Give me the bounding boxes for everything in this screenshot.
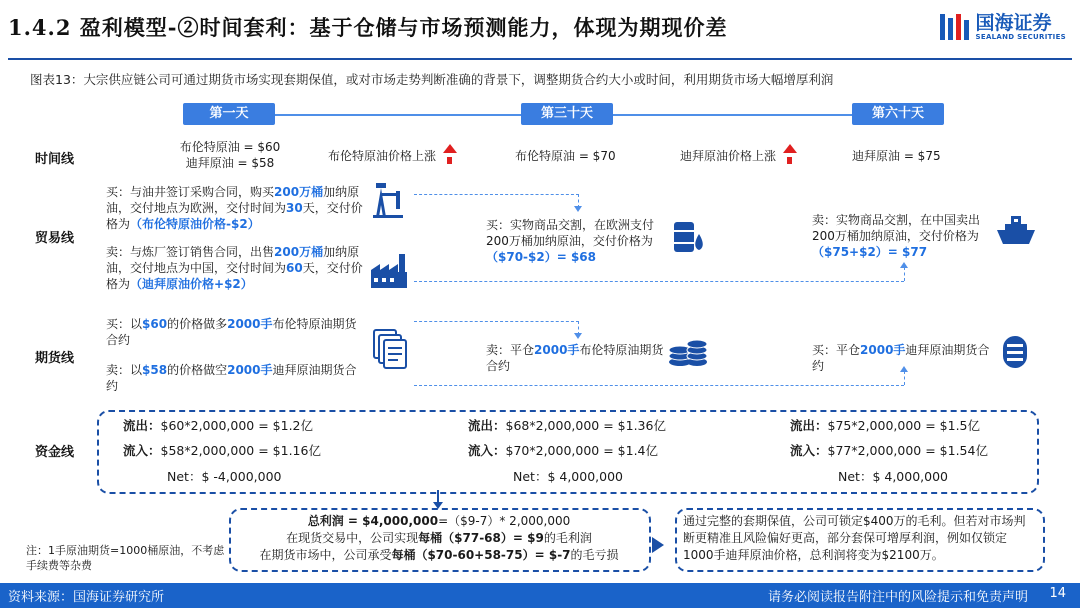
cash-in-day1 (123, 441, 321, 459)
oil-barrel-icon (672, 218, 706, 254)
futures-short-connector (414, 385, 904, 386)
trade-buy-text-3: 天，交付价格为 (106, 201, 363, 231)
cash-out-label: 流出： (123, 418, 161, 433)
dubai-rise-note (680, 148, 797, 164)
phase-day-60: 第六十天 (852, 103, 944, 125)
trade-buy-connector (414, 194, 579, 195)
up-arrow-icon (443, 149, 457, 164)
trade-buy-contract (106, 184, 368, 232)
dubai-rise-label: 迪拜原油价格上涨 (680, 149, 777, 163)
total-profit-text (232, 513, 646, 564)
spot-gain-formula: 每桶（$77-68）= $9 (418, 531, 544, 545)
up-arrow-icon (783, 149, 797, 164)
figure-caption: 图表13：大宗供应链公司可通过期货市场实现套期保值，或对市场走势判断准确的背景下，调整期货合约大小或时间，利用期货市场大幅增厚利润 (30, 72, 834, 87)
row-label-cash: 资金线 (35, 445, 75, 460)
futures-close-short-lots: 2000手 (860, 343, 906, 357)
trade-sell-text-2: 加纳原油，交付地点为中国，交付时间为 (106, 245, 360, 275)
row-label-trade: 贸易线 (35, 231, 75, 246)
cash-net-day30: Net：$ 4,000,000 (513, 469, 623, 484)
trade-buy-volume: 200万桶 (274, 185, 324, 199)
trade-sell-connector (414, 281, 904, 282)
trade-day60-delivery (812, 212, 992, 260)
tanker-ship-icon (997, 214, 1035, 248)
futures-close-long (486, 342, 666, 374)
total-profit-line-3 (232, 547, 646, 564)
connector-arrow-down (574, 206, 582, 212)
cash-out-day30 (468, 416, 666, 434)
trade-buy-text: 买：与油井签订采购合同，购买 (106, 185, 275, 199)
trade-sell-contract (106, 244, 368, 292)
futures-close-long-contract: 布伦特原油期货合约 (486, 343, 664, 373)
futures-short-text-2: 的价格做空 (167, 363, 228, 377)
brent-rise-label: 布伦特原油价格上涨 (328, 149, 437, 163)
timeline-day1-prices (160, 139, 300, 171)
futures-close-short-text: 买：平仓 (812, 343, 861, 357)
conclusion-text: 通过完整的套期保值，公司可锁定$400万的毛利。但若对市场判断更精准且风险偏好更高，部分套保可增厚利润，例如仅锁定1000手迪拜原油价格，总利润将变为$2100万。 (683, 514, 1026, 562)
footnote: 注：1手原油期货=1000桶原油，不考虑手续费等杂费 (26, 544, 225, 572)
futures-loss-formula: 每桶（$70-60+58-75）= $-7 (391, 548, 571, 562)
day60-dubai-price: 迪拜原油 = $75 (852, 149, 941, 163)
futures-short-lots: 2000手 (227, 363, 273, 377)
trade-day60-text: 卖：实物商品交割，在中国卖出200万桶加纳原油，交付价格为 (812, 213, 981, 243)
cash-in-label: 流入： (123, 443, 161, 458)
footer-bar (0, 583, 1080, 608)
conclusion-arrow (652, 537, 664, 553)
document-stack-icon (373, 329, 407, 369)
cash-out-value: $75*2,000,000 = $1.5亿 (827, 418, 980, 433)
cash-out-value: $60*2,000,000 = $1.2亿 (160, 418, 313, 433)
trade-buy-days: 30 (286, 201, 303, 215)
source-note: 资料来源：国海证券研究所 (8, 590, 165, 605)
profit-amount: $4,000,000 (362, 514, 439, 528)
futures-long-connector (414, 321, 579, 322)
connector-arrow-down (574, 333, 582, 339)
cash-in-value: $58*2,000,000 = $1.16亿 (160, 443, 321, 458)
brand-logo (938, 12, 1066, 42)
day30-brent-price: 布伦特原油 = $70 (515, 149, 616, 163)
profit-formula: =（$9-7）* 2,000,000 (438, 514, 571, 528)
logo-english-name: SEALAND SECURITIES (975, 33, 1066, 41)
cash-in-label: 流入： (468, 443, 506, 458)
cash-in-value: $70*2,000,000 = $1.4亿 (505, 443, 658, 458)
futures-loss-text: 在期货市场中，公司承受 (259, 548, 392, 562)
row-label-timeline: 时间线 (35, 152, 75, 167)
trade-day30-price: （$70-$2）= $68 (486, 250, 597, 264)
futures-loss-suffix: 的毛亏损 (570, 548, 619, 562)
futures-long-text-2: 的价格做多 (167, 317, 228, 331)
page-title: 1.4.2 盈利模型-②时间套利：基于仓储与市场预测能力，体现为期现价差 (8, 15, 728, 40)
futures-close-long-text: 卖：平仓 (486, 343, 535, 357)
cash-out-day60 (790, 416, 980, 434)
cash-out-label: 流出： (790, 418, 828, 433)
cash-in-day30 (468, 441, 658, 459)
trade-sell-text: 卖：与炼厂签订销售合同，出售 (106, 245, 275, 259)
cash-net-day60: Net：$ 4,000,000 (838, 469, 948, 484)
cash-in-value: $77*2,000,000 = $1.54亿 (827, 443, 988, 458)
cash-out-value: $68*2,000,000 = $1.36亿 (505, 418, 666, 433)
futures-long-order (106, 316, 368, 348)
disclaimer: 请务必阅读报告附注中的风险提示和免责声明 (767, 590, 1028, 605)
trade-sell-days: 60 (286, 261, 303, 275)
cash-in-day60 (790, 441, 988, 459)
trade-buy-text-2: 加纳原油，交付地点为欧洲，交付时间为 (106, 185, 360, 215)
futures-short-price: $58 (142, 363, 168, 377)
futures-short-contract: 迪拜原油期货合约 (106, 363, 357, 393)
total-profit-line-1 (232, 513, 646, 530)
coin-stack-icon (668, 336, 708, 368)
row-label-futures: 期货线 (35, 351, 75, 366)
trade-sell-text-3: 天，交付价格为 (106, 261, 363, 291)
futures-short-order (106, 362, 368, 394)
futures-long-contract: 布伦特原油期货合约 (106, 317, 357, 347)
trade-day60-price: （$75+$2）= $77 (812, 245, 928, 259)
cash-net-day1: Net：$ -4,000,000 (167, 469, 282, 484)
trade-sell-price-formula: （迪拜原油价格+$2） (130, 277, 253, 291)
spot-gain-text: 在现货交易中，公司实现 (286, 531, 419, 545)
trade-buy-price-formula: （布伦特原油价格-$2） (130, 217, 260, 231)
phase-day-1: 第一天 (183, 103, 275, 125)
factory-icon (371, 254, 407, 288)
futures-close-short (812, 342, 992, 374)
cash-in-label: 流入： (790, 443, 828, 458)
trade-sell-volume: 200万桶 (274, 245, 324, 259)
futures-close-short-contract: 迪拜原油期货合约 (812, 343, 990, 373)
money-bag-icon (999, 334, 1031, 370)
cash-out-day1 (123, 416, 313, 434)
day1-brent-price: 布伦特原油 = $60 (179, 140, 281, 154)
futures-close-long-lots: 2000手 (534, 343, 580, 357)
total-profit-line-2 (232, 530, 646, 547)
oil-pump-icon (373, 181, 403, 219)
futures-long-lots: 2000手 (227, 317, 273, 331)
futures-short-text: 卖：以 (106, 363, 143, 377)
trade-day30-text: 买：实物商品交割，在欧洲支付200万桶加纳原油，交付价格为 (486, 218, 655, 248)
day1-dubai-price: 迪拜原油 = $58 (185, 156, 275, 170)
sealand-logo-icon (938, 12, 970, 42)
logo-chinese-name: 国海证券 (975, 12, 1052, 34)
trade-sell-connector-up (904, 267, 905, 281)
spot-gain-suffix: 的毛利润 (543, 531, 592, 545)
title-divider (8, 58, 1072, 60)
trade-day30-delivery (486, 217, 664, 265)
connector-arrow-up (900, 262, 908, 268)
page-number: 14 (1049, 586, 1066, 601)
futures-long-price: $60 (142, 317, 168, 331)
futures-long-text: 买：以 (106, 317, 143, 331)
profit-label: 总利润 = (307, 514, 363, 528)
cash-out-label: 流出： (468, 418, 506, 433)
phase-day-30: 第三十天 (521, 103, 613, 125)
brent-rise-note (328, 148, 457, 164)
